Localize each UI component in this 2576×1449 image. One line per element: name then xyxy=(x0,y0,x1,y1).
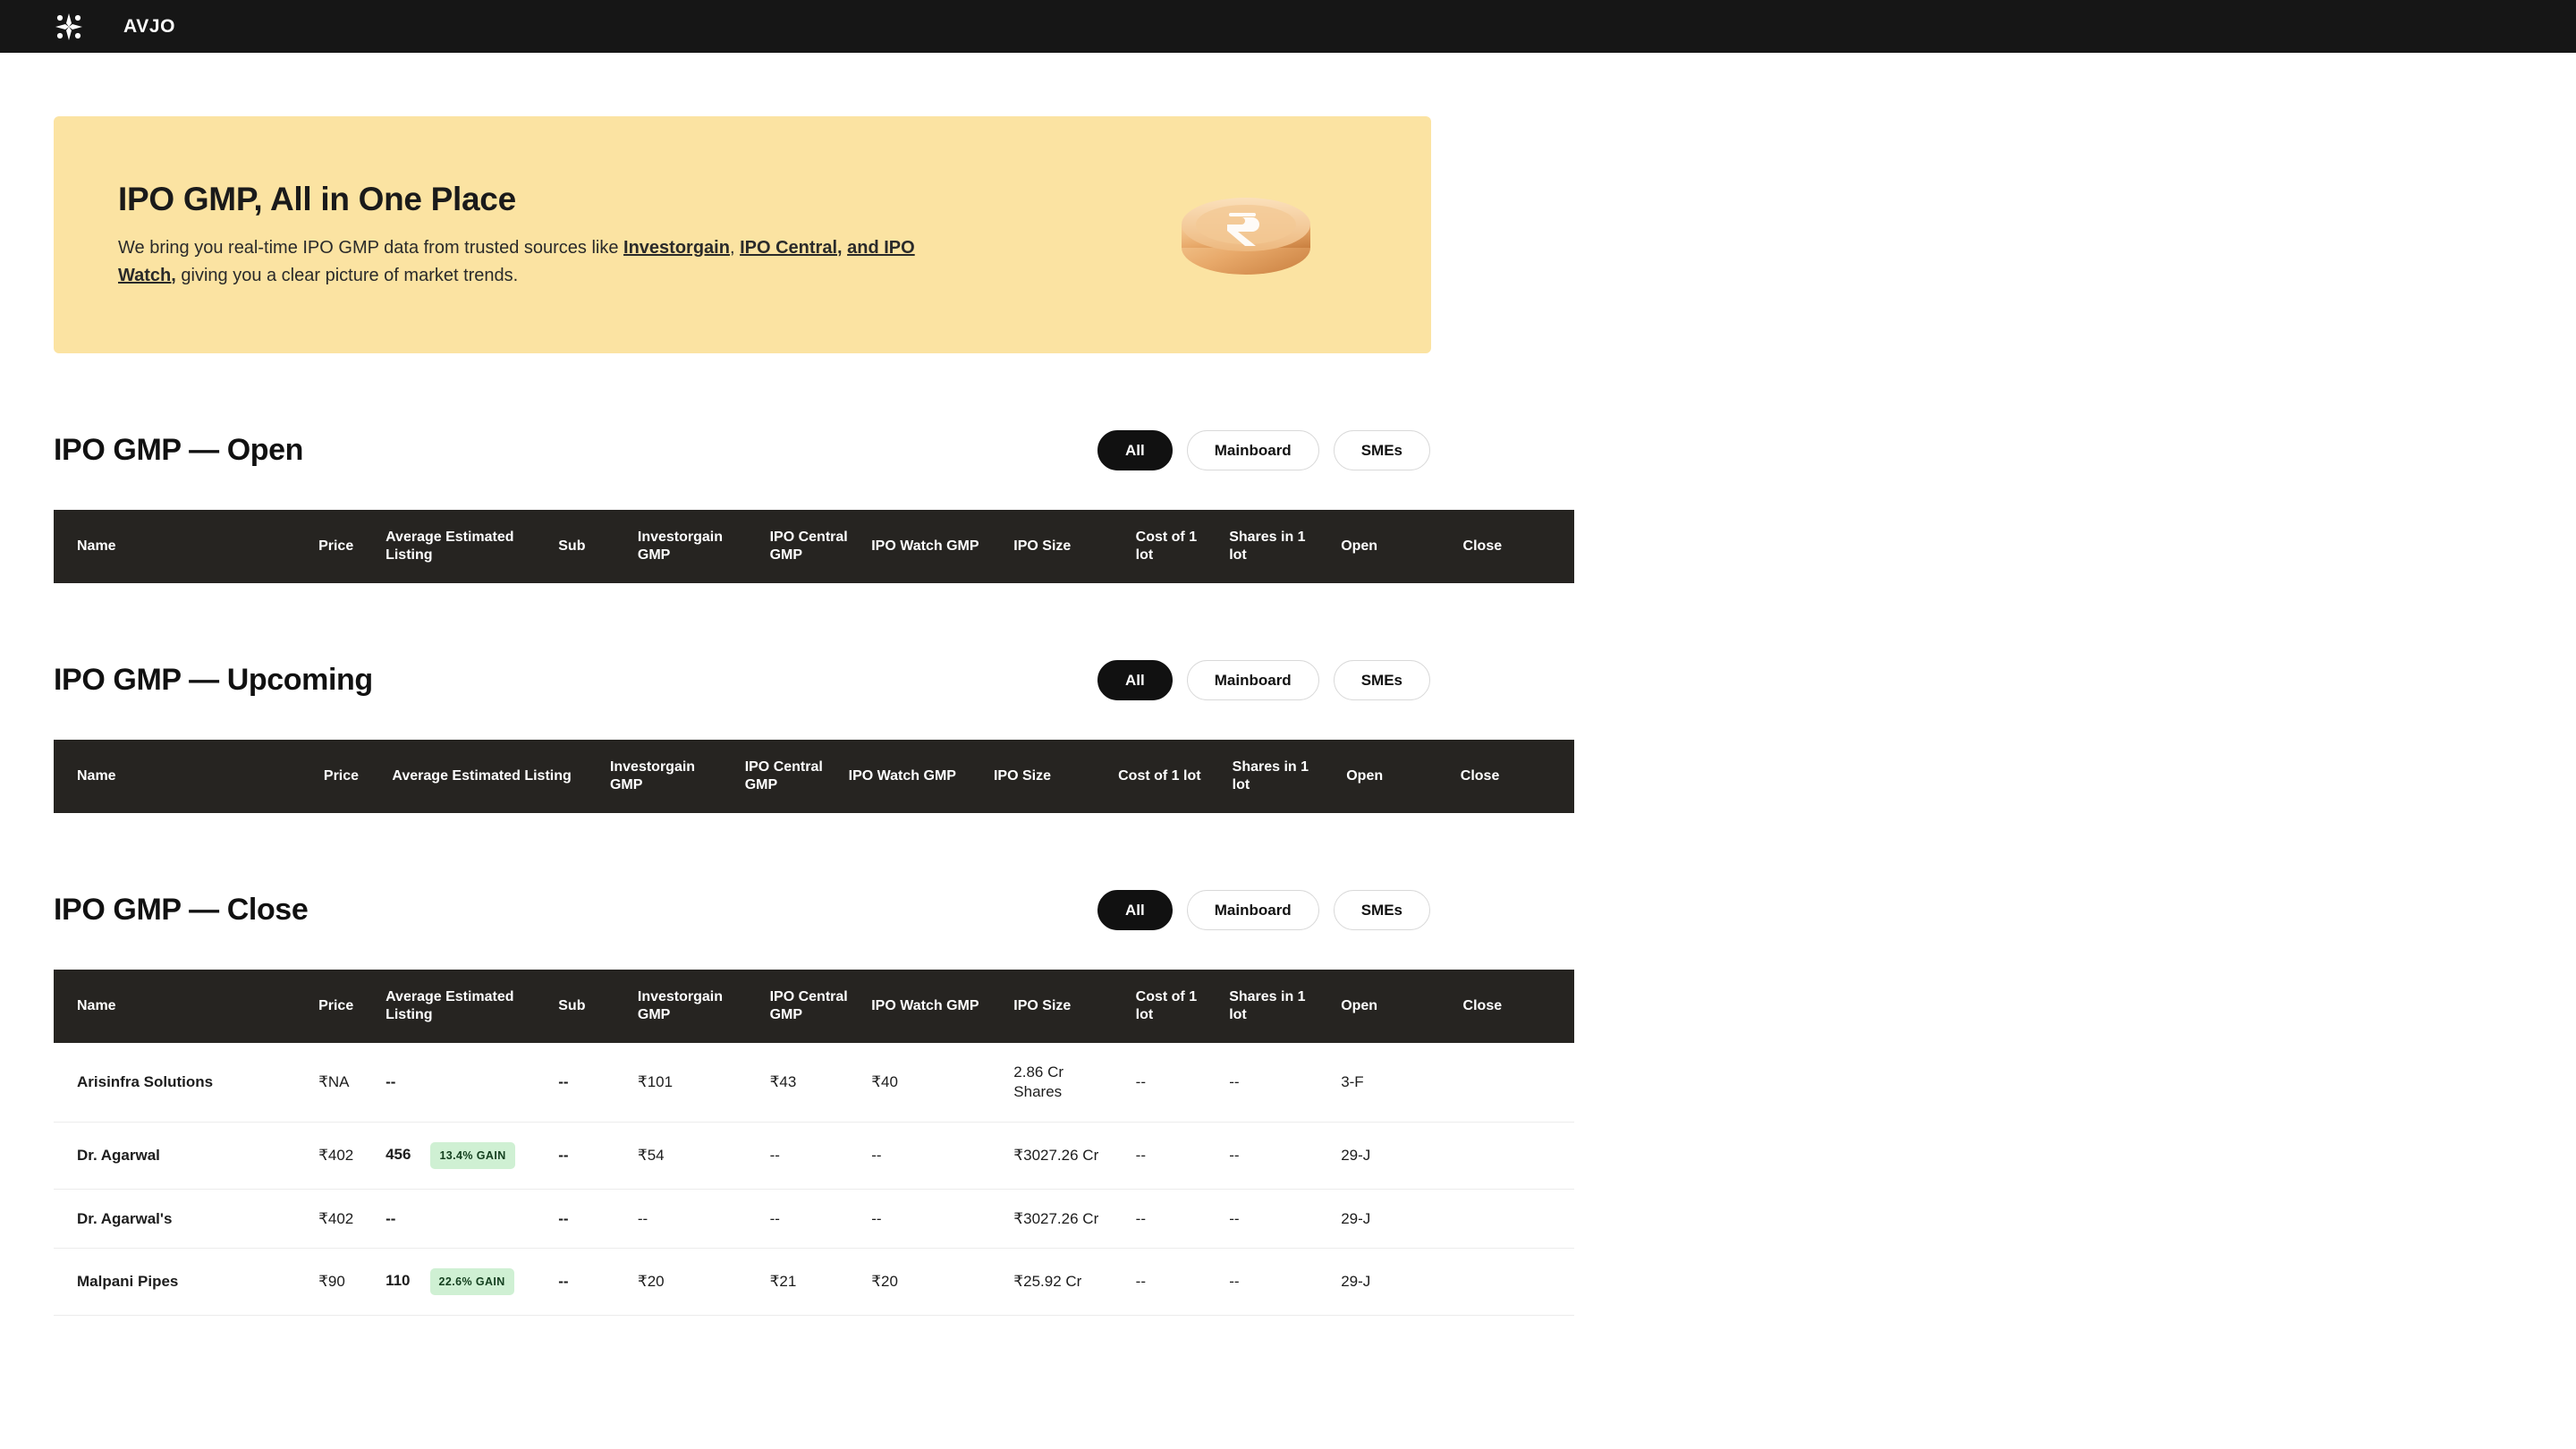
filter-group-upcoming xyxy=(1097,660,1430,700)
filter-group-open xyxy=(1097,430,1430,470)
cell-close xyxy=(1453,1189,1574,1249)
cell-ipo-size: ₹25.92 Cr xyxy=(1003,1249,1124,1316)
cell-average-estimated-listing xyxy=(375,1189,547,1249)
table-row[interactable] xyxy=(54,1249,1574,1316)
status-badge-gain: 22.6% GAIN xyxy=(430,1268,514,1295)
col-average-estimated-listing[interactable]: Average Estimated Listing xyxy=(381,740,599,813)
col-ipo-size[interactable]: IPO Size xyxy=(1003,970,1124,1043)
hero-title: IPO GMP, All in One Place xyxy=(118,180,516,217)
section-title-open: IPO GMP — Open xyxy=(54,433,304,467)
filter-all-close[interactable]: All xyxy=(1097,890,1173,930)
col-ipo-central-gmp[interactable]: IPO Central GMP xyxy=(734,740,838,813)
cell-price: ₹NA xyxy=(308,1043,375,1122)
avg-listing-value: -- xyxy=(386,1072,396,1090)
section-header-close xyxy=(54,890,1431,930)
cell-close xyxy=(1453,1043,1574,1122)
cell-shares-in-1-lot: -- xyxy=(1218,1043,1330,1122)
cell-name: Dr. Agarwal xyxy=(54,1122,308,1189)
filter-all-upcoming[interactable]: All xyxy=(1097,660,1173,700)
cell-price: ₹402 xyxy=(308,1122,375,1189)
col-sub[interactable]: Sub xyxy=(547,510,627,583)
table-close-body xyxy=(54,1043,1574,1316)
table-header-row xyxy=(54,510,1574,583)
cell-average-estimated-listing xyxy=(375,1122,547,1189)
col-ipo-size[interactable]: IPO Size xyxy=(1003,510,1124,583)
cell-cost-of-1-lot: -- xyxy=(1125,1249,1219,1316)
cell-ipo-size: 2.86 Cr Shares xyxy=(1003,1043,1124,1122)
table-upcoming-header xyxy=(54,740,1574,813)
table-close-header xyxy=(54,970,1574,1043)
filter-mainboard-close[interactable]: Mainboard xyxy=(1187,890,1319,930)
filter-group-close xyxy=(1097,890,1430,930)
col-ipo-watch-gmp[interactable]: IPO Watch GMP xyxy=(838,740,983,813)
col-cost-of-1-lot[interactable]: Cost of 1 lot xyxy=(1125,970,1219,1043)
cell-ipo-central-gmp: -- xyxy=(759,1189,861,1249)
cell-open: 29-J xyxy=(1330,1122,1452,1189)
table-row[interactable] xyxy=(54,1189,1574,1249)
top-navigation-bar xyxy=(0,0,2576,53)
cell-ipo-watch-gmp: ₹40 xyxy=(860,1043,1003,1122)
cell-sub: -- xyxy=(547,1189,627,1249)
filter-smes-upcoming[interactable]: SMEs xyxy=(1334,660,1430,700)
section-header-open xyxy=(54,430,1431,470)
section-ipo-gmp-open xyxy=(54,430,1503,583)
col-price[interactable]: Price xyxy=(308,510,375,583)
filter-all-open[interactable]: All xyxy=(1097,430,1173,470)
cell-close xyxy=(1453,1122,1574,1189)
col-cost-of-1-lot[interactable]: Cost of 1 lot xyxy=(1107,740,1222,813)
col-name[interactable]: Name xyxy=(54,970,308,1043)
section-title-close: IPO GMP — Close xyxy=(54,893,309,927)
main-content xyxy=(0,116,1503,1316)
col-shares-in-1-lot[interactable]: Shares in 1 lot xyxy=(1222,740,1336,813)
cell-shares-in-1-lot: -- xyxy=(1218,1122,1330,1189)
hero-separator: , xyxy=(729,237,741,258)
cell-close xyxy=(1453,1249,1574,1316)
col-shares-in-1-lot[interactable]: Shares in 1 lot xyxy=(1218,510,1330,583)
table-close-wrapper[interactable] xyxy=(54,970,1503,1316)
col-name[interactable]: Name xyxy=(54,740,313,813)
cell-ipo-size: ₹3027.26 Cr xyxy=(1003,1189,1124,1249)
table-header-row xyxy=(54,970,1574,1043)
col-open[interactable]: Open xyxy=(1330,970,1452,1043)
filter-mainboard-upcoming[interactable]: Mainboard xyxy=(1187,660,1319,700)
sparkle-logo-icon[interactable] xyxy=(52,10,86,44)
hero-description xyxy=(118,234,977,290)
section-ipo-gmp-upcoming xyxy=(54,660,1500,813)
status-badge-gain: 13.4% GAIN xyxy=(430,1142,514,1169)
cell-average-estimated-listing xyxy=(375,1249,547,1316)
cell-open: 29-J xyxy=(1330,1189,1452,1249)
col-average-estimated-listing[interactable]: Average Estimated Listing xyxy=(375,510,547,583)
filter-mainboard-open[interactable]: Mainboard xyxy=(1187,430,1319,470)
col-ipo-watch-gmp[interactable]: IPO Watch GMP xyxy=(860,970,1003,1043)
col-ipo-central-gmp[interactable]: IPO Central GMP xyxy=(759,970,861,1043)
cell-open: 3-F xyxy=(1330,1043,1452,1122)
cell-ipo-size: ₹3027.26 Cr xyxy=(1003,1122,1124,1189)
hero-banner xyxy=(54,116,1431,353)
avg-listing-value: 110 xyxy=(386,1272,411,1290)
cell-ipo-watch-gmp: -- xyxy=(860,1189,1003,1249)
filter-smes-open[interactable]: SMEs xyxy=(1334,430,1430,470)
table-open-header xyxy=(54,510,1574,583)
col-investorgain-gmp[interactable]: Investorgain GMP xyxy=(627,970,759,1043)
col-investorgain-gmp[interactable]: Investorgain GMP xyxy=(627,510,759,583)
brand-name[interactable]: AVJO xyxy=(123,15,176,37)
cell-shares-in-1-lot: -- xyxy=(1218,1189,1330,1249)
cell-ipo-central-gmp: ₹43 xyxy=(759,1043,861,1122)
col-investorgain-gmp[interactable]: Investorgain GMP xyxy=(599,740,734,813)
col-ipo-central-gmp[interactable]: IPO Central GMP xyxy=(759,510,861,583)
cell-investorgain-gmp: ₹101 xyxy=(627,1043,759,1122)
cell-price: ₹402 xyxy=(308,1189,375,1249)
col-cost-of-1-lot[interactable]: Cost of 1 lot xyxy=(1125,510,1219,583)
avg-listing-value: -- xyxy=(386,1209,396,1227)
cell-shares-in-1-lot: -- xyxy=(1218,1249,1330,1316)
col-average-estimated-listing[interactable]: Average Estimated Listing xyxy=(375,970,547,1043)
avg-listing-value: 456 xyxy=(386,1145,411,1163)
table-open-wrapper[interactable] xyxy=(54,510,1503,583)
col-price[interactable]: Price xyxy=(308,970,375,1043)
table-row[interactable] xyxy=(54,1122,1574,1189)
cell-ipo-watch-gmp: ₹20 xyxy=(860,1249,1003,1316)
col-price[interactable]: Price xyxy=(313,740,382,813)
cell-average-estimated-listing xyxy=(375,1043,547,1122)
link-ipo-central[interactable]: IPO Central, xyxy=(740,237,843,258)
cell-sub: -- xyxy=(547,1043,627,1122)
cell-price: ₹90 xyxy=(308,1249,375,1316)
cell-sub: -- xyxy=(547,1122,627,1189)
table-header-row xyxy=(54,740,1574,813)
col-shares-in-1-lot[interactable]: Shares in 1 lot xyxy=(1218,970,1330,1043)
cell-name: Dr. Agarwal's xyxy=(54,1189,308,1249)
link-investorgain[interactable]: Investorgain xyxy=(623,237,730,258)
col-name[interactable]: Name xyxy=(54,510,308,583)
cell-ipo-watch-gmp: -- xyxy=(860,1122,1003,1189)
col-ipo-watch-gmp[interactable]: IPO Watch GMP xyxy=(860,510,1003,583)
cell-name: Arisinfra Solutions xyxy=(54,1043,308,1122)
table-upcoming xyxy=(54,740,1574,813)
section-title-upcoming: IPO GMP — Upcoming xyxy=(54,663,373,697)
cell-sub: -- xyxy=(547,1249,627,1316)
filter-smes-close[interactable]: SMEs xyxy=(1334,890,1430,930)
col-close[interactable]: Close xyxy=(1453,510,1574,583)
hero-text-block xyxy=(118,181,977,290)
cell-cost-of-1-lot: -- xyxy=(1125,1189,1219,1249)
col-open[interactable]: Open xyxy=(1330,510,1452,583)
col-close[interactable]: Close xyxy=(1453,970,1574,1043)
cell-cost-of-1-lot: -- xyxy=(1125,1043,1219,1122)
link-ipo-watch[interactable]: and IPO Watch, xyxy=(118,237,915,285)
table-row[interactable] xyxy=(54,1043,1574,1122)
cell-investorgain-gmp: ₹54 xyxy=(627,1122,759,1189)
col-close[interactable]: Close xyxy=(1450,740,1574,813)
section-header-upcoming xyxy=(54,660,1431,700)
table-open xyxy=(54,510,1574,583)
hero-text-pre: We bring you real-time IPO GMP data from trusted sources like xyxy=(118,237,624,258)
col-ipo-size[interactable]: IPO Size xyxy=(983,740,1107,813)
cell-open: 29-J xyxy=(1330,1249,1452,1316)
cell-ipo-central-gmp: ₹21 xyxy=(759,1249,861,1316)
cell-investorgain-gmp: -- xyxy=(627,1189,759,1249)
gold-coin-icon xyxy=(1161,182,1331,289)
cell-ipo-central-gmp: -- xyxy=(759,1122,861,1189)
cell-cost-of-1-lot: -- xyxy=(1125,1122,1219,1189)
col-sub[interactable]: Sub xyxy=(547,970,627,1043)
hero-text-post: giving you a clear picture of market trends. xyxy=(175,265,519,285)
cell-investorgain-gmp: ₹20 xyxy=(627,1249,759,1316)
section-ipo-gmp-close xyxy=(54,890,1503,1316)
col-open[interactable]: Open xyxy=(1335,740,1450,813)
cell-name: Malpani Pipes xyxy=(54,1249,308,1316)
table-upcoming-wrapper[interactable] xyxy=(54,740,1500,813)
table-close xyxy=(54,970,1574,1316)
